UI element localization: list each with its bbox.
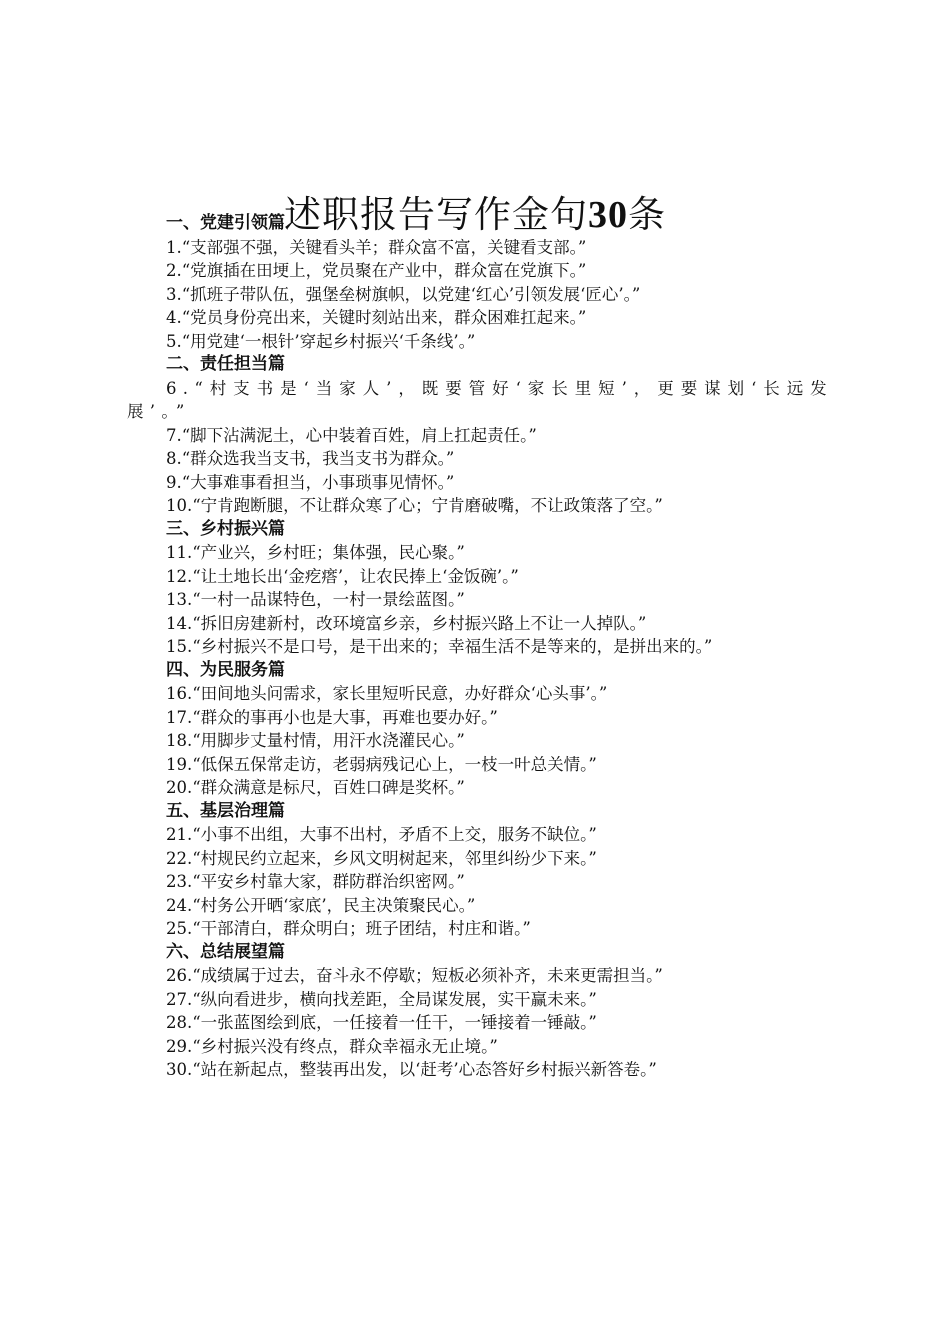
quote-item: 23.“平安乡村靠大家，群防群治织密网。”: [166, 872, 465, 891]
quote-item: 14.“拆旧房建新村，改环境富乡亲，乡村振兴路上不让一人掉队。”: [166, 613, 647, 633]
section-heading: 五、基层治理篇: [166, 800, 285, 821]
section-heading: 四、为民服务篇: [166, 659, 285, 680]
quote-item: 26.“成绩属于过去，奋斗永不停歇；短板必须补齐，未来更需担当。”: [166, 966, 663, 985]
section-party-building: [127, 212, 833, 353]
quote-item: 13.“一村一品谋特色，一村一景绘蓝图。”: [166, 590, 465, 609]
section-grassroots-governance: [127, 800, 833, 941]
quote-item: 30.“站在新起点，整装再出发，以‘赶考’心态答好乡村振兴新答卷。”: [166, 1060, 657, 1079]
title-suffix: 条: [628, 192, 666, 236]
quote-item: 28.“一张蓝图绘到底，一任接着一任干，一锤接着一锤敲。”: [166, 1013, 597, 1032]
quote-item: 11.“产业兴，乡村旺；集体强，民心聚。”: [166, 543, 465, 562]
quote-item: 19.“低保五保常走访，老弱病残记心上，一枝一叶总关情。”: [166, 754, 597, 774]
quote-item: 1.“支部强不强，关键看头羊；群众富不富，关键看支部。”: [166, 237, 587, 257]
quote-item: 2.“党旗插在田埂上，党员聚在产业中，群众富在党旗下。”: [166, 261, 587, 280]
quote-item: 18.“用脚步丈量村情，用汗水浇灌民心。”: [166, 731, 465, 750]
quote-item: 7.“脚下沾满泥土，心中装着百姓，肩上扛起责任。”: [166, 425, 537, 445]
section-heading: 二、责任担当篇: [166, 354, 285, 374]
section-responsibility: [127, 353, 833, 518]
quote-item: 22.“村规民约立起来，乡风文明树起来，邻里纠纷少下来。”: [166, 848, 597, 868]
quote-item: 27.“纵向看进步，横向找差距，全局谋发展，实干赢未来。”: [166, 989, 597, 1009]
quote-item: 15.“乡村振兴不是口号，是干出来的；幸福生活不是等来的，是拼出来的。”: [166, 637, 713, 656]
section-heading: 一、党建引领篇: [166, 213, 285, 233]
quote-item: 24.“村务公开晒‘家底’，民主决策聚民心。”: [166, 895, 476, 915]
quote-item: 5.“用党建‘一根针’穿起乡村振兴‘千条线’。”: [166, 331, 476, 351]
quote-item: 16.“田间地头问需求，家长里短听民意，办好群众‘心头事’。”: [166, 684, 608, 703]
quote-item: 20.“群众满意是标尺，百姓口碑是奖杯。”: [166, 778, 465, 797]
quote-list: [127, 212, 833, 1082]
section-rural-revitalization: [127, 518, 833, 659]
title-prefix: 述职报告写作金句: [284, 192, 588, 236]
section-heading: 六、总结展望篇: [166, 941, 285, 962]
quote-item: 29.“乡村振兴没有终点，群众幸福永无止境。”: [166, 1036, 498, 1056]
quote-item: 17.“群众的事再小也是大事，再难也要办好。”: [166, 707, 498, 727]
quote-item: 8.“群众选我当支书，我当支书为群众。”: [166, 449, 455, 468]
quote-item: 4.“党员身份亮出来，关键时刻站出来，群众困难扛起来。”: [166, 308, 587, 327]
title-number: 30: [588, 193, 628, 236]
quote-item: 25.“干部清白，群众明白；班子团结，村庄和谐。”: [166, 919, 531, 938]
quote-item: 6.“村支书是‘当家人’，既要管好‘家长里短’，更要谋划‘长远发展’。”: [127, 378, 833, 421]
quote-item: 10.“宁肯跑断腿，不让群众寒了心；宁肯磨破嘴，不让政策落了空。”: [166, 496, 663, 515]
quote-item: 21.“小事不出组，大事不出村，矛盾不上交，服务不缺位。”: [166, 825, 597, 844]
quote-item: 3.“抓班子带队伍，强堡垒树旗帜，以党建‘红心’引领发展‘匠心’。”: [166, 284, 641, 304]
section-heading: 三、乡村振兴篇: [166, 518, 285, 539]
section-public-service: [127, 659, 833, 800]
section-summary-outlook: [127, 941, 833, 1082]
quote-item: 12.“让土地长出‘金疙瘩’，让农民捧上‘金饭碗’。”: [166, 566, 519, 586]
quote-item: 9.“大事难事看担当，小事琐事见情怀。”: [166, 472, 455, 492]
